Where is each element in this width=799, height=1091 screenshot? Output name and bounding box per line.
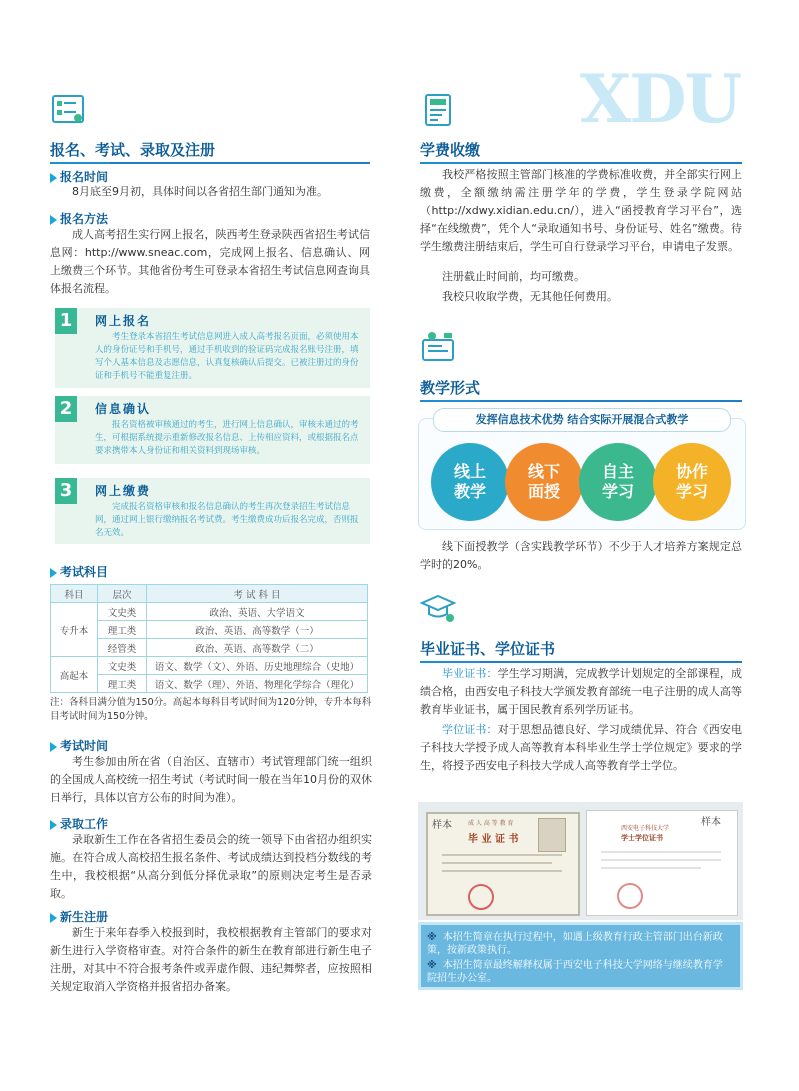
teaching-modes-panel xyxy=(418,418,746,530)
table-cell: 文史类 xyxy=(98,657,147,675)
triangle-icon xyxy=(50,173,57,183)
student-photo xyxy=(538,818,566,852)
table-row xyxy=(51,675,368,693)
text-line xyxy=(442,870,562,872)
graduation-cap-icon xyxy=(420,590,456,626)
subheading-exam-subjects: 考试科目 xyxy=(50,563,108,580)
table-row xyxy=(51,657,368,675)
seal xyxy=(617,883,643,909)
table-note: 注：各科目满分值为150分。高起本每科目考试时间为120分钟，专升本每科目考试时间为150分钟。 xyxy=(50,697,372,722)
seal xyxy=(468,884,494,910)
exam-time-text: 考生参加由所在省（自治区、直辖市）考试管理部门统一组织的全国成人高校统一招生考试（考试时间一般在当年10月份的双休日举行，具体以官方公布的时间为准）。 xyxy=(50,755,372,804)
notice-box xyxy=(418,922,743,990)
teaching-banner: 发挥信息技术优势 结合实际开展混合式教学 xyxy=(433,408,731,432)
mode-circle-self-study: 自主 学习 xyxy=(579,443,657,521)
table-cell: 文史类 xyxy=(98,603,147,621)
text-line xyxy=(442,854,562,856)
step-number: 1 xyxy=(55,308,77,334)
step-number: 3 xyxy=(55,478,77,504)
notice-line: ※ 本招生简章最终解释权属于西安电子科技大学网络与继续教育学院招生办公室。 xyxy=(427,960,723,984)
certificate-header: 西安电子科技大学 xyxy=(621,825,670,832)
table-cell: 语文、数学（文）、外语、历史地理综合（史地） xyxy=(147,657,368,675)
degree-certificate-text: 学位证书：对于思想品德良好、学习成绩优异、符合《西安电子科技大学授予成人高等教育本科毕业生学士学位规定》要求的学生，将授予西安电子科技大学成人高等教育学士学位。 xyxy=(420,723,742,772)
text-line xyxy=(601,867,701,869)
graduation-certificate-label: 毕业证书： xyxy=(442,667,498,680)
triangle-icon xyxy=(50,913,57,923)
registration-method-text: 成人高考招生实行网上报名，陕西考生登录陕西省招生考试信息网：http://www.sneac.com，完成网上报名、信息确认、网上缴费三个环节。其他省份考生可登录本省招生考试信息网查询具体报名流程。 xyxy=(50,228,370,295)
tuition-deadline-text: 注册截止时间前，均可缴费。 xyxy=(442,270,585,283)
text-line xyxy=(601,851,721,853)
table-cell: 政治、英语、高等数学（一） xyxy=(147,621,368,639)
section-title-certificates: 毕业证书、学位证书 xyxy=(420,640,556,658)
reference-mark-icon: ※ xyxy=(427,960,437,971)
registration-icon xyxy=(50,92,86,128)
step-body: 考生登录本省招生考试信息网进入成人高考报名页面，必须使用本人的身份证号和手机号，通过手机收到的验证码完成报名账号注册，填写个人基本信息及志愿信息，认真复核确认后提交。已被注册过的身份证和手机号不能重复注册。 xyxy=(95,332,359,381)
text-line xyxy=(442,862,552,864)
table-row xyxy=(51,639,368,657)
table-cell: 理工类 xyxy=(98,621,147,639)
step-title: 网上缴费 xyxy=(95,484,152,498)
mode-circle-collaborative: 协作 学习 xyxy=(653,443,731,521)
tuition-only-text: 我校只收取学费，无其他任何费用。 xyxy=(442,290,618,303)
table-header: 科目 xyxy=(51,585,98,603)
table-header: 层次 xyxy=(98,585,147,603)
table-cell-level: 高起本 xyxy=(51,657,98,693)
certificate-name: 毕 业 证 书 xyxy=(468,834,519,845)
new-student-registration-text: 新生于来年春季入校报到时，我校根据教育主管部门的要求对新生进行入学资格审查。对符合条件的新生在教育部进行新生电子注册，对其中不符合报考条件或弄虚作假、违纪舞弊者，应按照相关规定取消入学资格并报省招办备案。 xyxy=(50,926,372,993)
pay-icon xyxy=(420,92,456,128)
graduation-certificate-text: 毕业证书：学生学习期满，完成教学计划规定的全部课程，成绩合格，由西安电子科技大学颁发教育部统一电子注册的成人高等教育毕业证书，属于国民教育系列学历证书。 xyxy=(420,667,742,716)
notice-line: ※ 本招生简章在执行过程中，如遇上级教育行政主管部门出台新政策，按新政策执行。 xyxy=(427,932,723,956)
degree-certificate-sample xyxy=(586,810,738,916)
certificate-samples xyxy=(418,802,743,920)
table-row xyxy=(51,603,368,621)
admission-text: 录取新生工作在各省招生委员会的统一领导下由省招办组织实施。在符合成人高校招生报名条件、考试成绩达到投档分数线的考生中，我校根据“从高分到低分择优录取”的原则决定考生是否录取。 xyxy=(50,833,372,900)
table-cell-level: 专升本 xyxy=(51,603,98,657)
sample-label: 样本 xyxy=(432,820,452,831)
table-header: 考 试 科 目 xyxy=(147,585,368,603)
exam-subjects-table xyxy=(50,584,368,693)
section-title-teaching: 教学形式 xyxy=(420,379,481,397)
subheading-registration-time: 报名时间 xyxy=(50,168,108,185)
text-line xyxy=(601,859,721,861)
subheading-new-student-registration: 新生注册 xyxy=(50,908,108,925)
certificate-name: 学士学位证书 xyxy=(621,834,663,842)
sample-label: 样本 xyxy=(701,817,721,828)
step-title: 网上报名 xyxy=(95,314,152,328)
xdu-watermark: XDU xyxy=(580,60,740,138)
section-title-tuition: 学费收缴 xyxy=(420,141,481,159)
triangle-icon xyxy=(50,568,57,578)
table-cell: 理工类 xyxy=(98,675,147,693)
mode-circle-online: 线上 教学 xyxy=(431,443,509,521)
section-rule xyxy=(50,162,370,164)
tuition-text: 我校严格按照主管部门核准的学费标准收费，并全部实行网上缴费，全额缴纳需注册学年的学费，学生登录学院网站（http://xdwy.xidian.edu.cn/），进入“函授教育学习平台”，选择“在线缴费”，凭个人“录取通知书号、身份证号、姓名”缴费。待学生缴费注册结束后，学生可自行登录学习平台，申请电子发票。 xyxy=(420,168,742,253)
step-title: 信息确认 xyxy=(95,402,152,416)
subheading-admission: 录取工作 xyxy=(50,815,108,832)
step-body: 报名资格被审核通过的考生，进行网上信息确认，审核未通过的考生，可根据系统提示重新修改报名信息、上传相应资料，或根据报名点要求携带本人身份证和相关资料到现场审核。 xyxy=(95,420,359,456)
table-cell: 政治、英语、大学语文 xyxy=(147,603,368,621)
registration-time-text: 8月底至9月初，具体时间以各省招生部门通知为准。 xyxy=(72,185,328,198)
step-body: 完成报名资格审核和报名信息确认的考生再次登录招生考试信息网，通过网上银行缴纳报名考试费。考生缴费成功后报名完成，否则报名无效。 xyxy=(95,502,359,538)
triangle-icon xyxy=(50,215,57,225)
table-cell: 经管类 xyxy=(98,639,147,657)
mode-circle-offline: 线下 面授 xyxy=(505,443,583,521)
section-rule xyxy=(420,661,742,663)
triangle-icon xyxy=(50,742,57,752)
reference-mark-icon: ※ xyxy=(427,932,437,943)
graduation-certificate-sample xyxy=(426,812,580,916)
triangle-icon xyxy=(50,820,57,830)
table-cell: 语文、数学（理）、外语、物理化学综合（理化） xyxy=(147,675,368,693)
section-rule xyxy=(420,400,742,402)
step-number: 2 xyxy=(55,396,77,422)
degree-certificate-label: 学位证书： xyxy=(442,723,498,736)
section-rule xyxy=(420,162,742,164)
teaching-text: 线下面授教学（含实践教学环节）不少于人才培养方案规定总学时的20%。 xyxy=(420,540,742,571)
subheading-exam-time: 考试时间 xyxy=(50,737,108,754)
teaching-icon xyxy=(420,330,456,366)
table-cell: 政治、英语、高等数学（二） xyxy=(147,639,368,657)
section-title-registration: 报名、考试、录取及注册 xyxy=(50,141,216,159)
subheading-registration-method: 报名方法 xyxy=(50,210,108,227)
step-card-info-confirmation xyxy=(55,396,370,464)
certificate-header: 成 人 高 等 教 育 xyxy=(468,820,514,827)
table-header-row xyxy=(51,585,368,603)
step-card-online-payment xyxy=(55,478,370,544)
table-row xyxy=(51,621,368,639)
step-card-online-registration xyxy=(55,308,370,388)
